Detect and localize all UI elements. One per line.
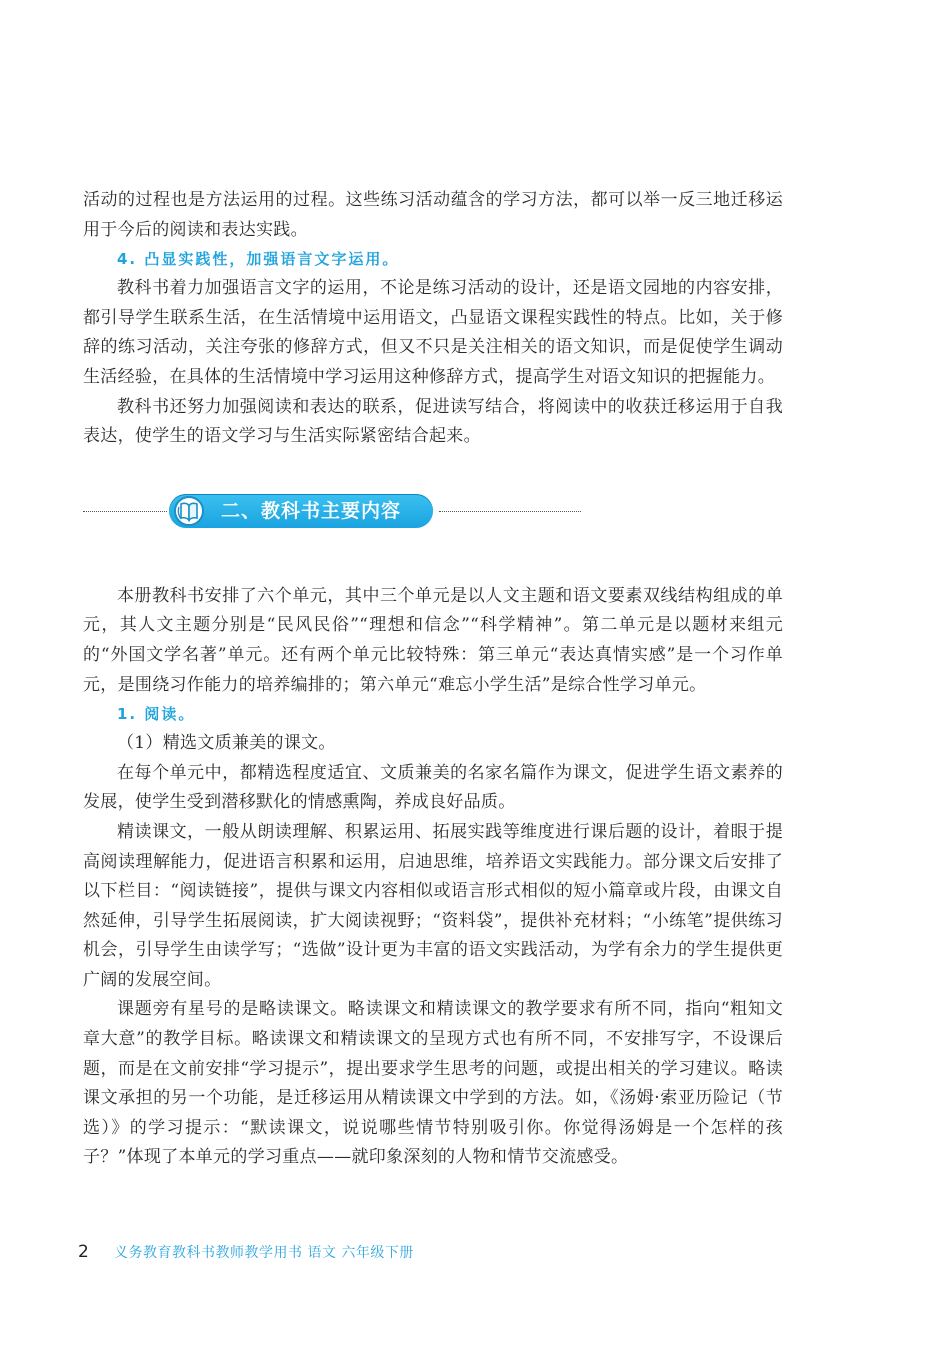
page-footer [78, 1240, 414, 1264]
main-paragraph-3: 精读课文，一般从朗读理解、积累运用、拓展实践等维度进行课后题的设计，着眼于提高阅读理解能力，促进语言积累和运用，启迪思维，培养语文实践能力。部分课文后安排了以下栏目：“阅读链接”，提供与课文内容相似或语言形式相似的短小篇章或片段，由课文自然延伸，引导学生拓展阅读，扩大阅读视野；“资料袋”，提供补充材料；“小练笔”提供练习机会，引导学生由读学写；“选做”设计更为丰富的语文实践活动，为学有余力的学生提供更广阔的发展空间。 [83, 821, 783, 990]
page-body [83, 186, 783, 1173]
intro-paragraph-3: 教科书还努力加强阅读和表达的联系，促进读写结合，将阅读中的收获迁移运用于自我表达，使学生的语文学习与生活实际紧密结合起来。 [83, 396, 783, 447]
intro-paragraph-2: 教科书着力加强语言文字的运用，不论是练习活动的设计，还是语文园地的内容安排，都引导学生联系生活，在生活情境中运用语文，凸显语文课程实践性的特点。比如，关于修辞的练习活动，关注夸张的修辞方式，但又不只是关注相关的语文知识，而是促使学生调动生活经验，在具体的生活情境中学习运用这种修辞方式，提高学生对语文知识的把握能力。 [83, 278, 783, 387]
section-title: 二、教科书主要内容 [221, 499, 402, 522]
intro-paragraph-1: 活动的过程也是方法运用的过程。这些练习活动蕴含的学习方法，都可以举一反三地迁移运用于今后的阅读和表达实践。 [83, 190, 783, 240]
section-header [83, 494, 783, 530]
main-paragraph-1: 本册教科书安排了六个单元，其中三个单元是以人文主题和语文要素双线结构组成的单元，其人文主题分别是“民风民俗”“理想和信念”“科学精神”。第二单元是以题材来组元的“外国文学名著”单元。还有两个单元比较特殊：第三单元“表达真情实感”是一个习作单元，是围绕习作能力的培养编排的；第六单元“难忘小学生活”是综合性学习单元。 [83, 585, 783, 695]
page-number: 2 [78, 1242, 89, 1262]
book-title: 义务教育教科书教师教学用书 语文 六年级下册 [114, 1245, 414, 1261]
subheading-1: （1）精选文质兼美的课文。 [117, 733, 336, 754]
main-paragraph-4: 课题旁有星号的是略读课文。略读课文和精读课文的教学要求有所不同，指向“粗知文章大意”的教学目标。略读课文和精读课文的呈现方式也有所不同，不安排写字，不设课后题，而是在文前安排“学习提示”，提出要求学生思考的问题，或提出相关的学习建议。略读课文承担的另一个功能，是迁移运用从精读课文中学到的方法。如，《汤姆·索亚历险记（节选）》的学习提示：“默读课文，说说哪些情节特别吸引你。你觉得汤姆是一个怎样的孩子？”体现了本单元的学习重点——就印象深刻的人物和情节交流感受。 [83, 999, 783, 1168]
section-title-pill [169, 494, 433, 528]
heading-1: 1. 阅读。 [117, 705, 196, 724]
main-paragraph-2: 在每个单元中，都精选程度适宜、文质兼美的名家名篇作为课文，促进学生语文素养的发展，使学生受到潜移默化的情感熏陶，养成良好品质。 [83, 762, 783, 813]
divider-left [83, 511, 167, 512]
divider-right [439, 511, 581, 512]
book-icon [171, 495, 209, 527]
heading-4: 4. 凸显实践性，加强语言文字运用。 [117, 250, 400, 269]
